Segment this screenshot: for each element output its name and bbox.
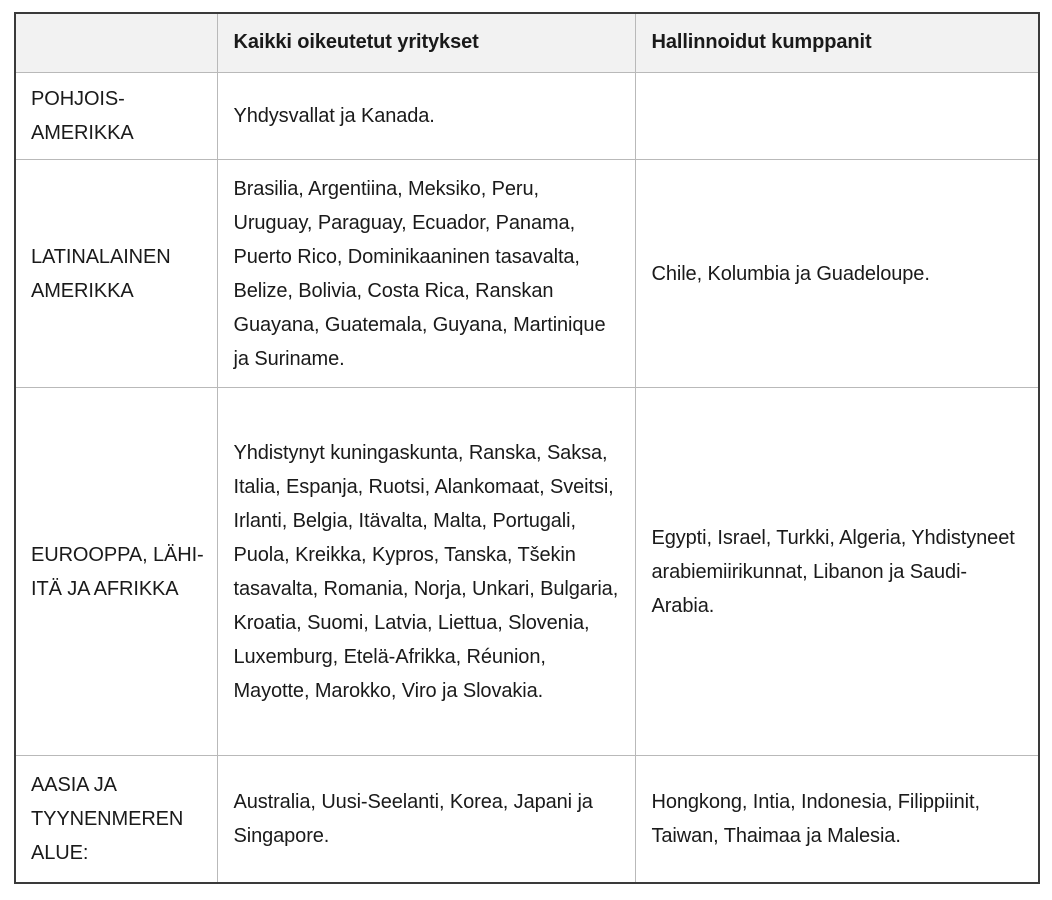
managed-partners-cell: Hongkong, Intia, Indonesia, Filippiinit, Taiwan, Thaimaa ja Malesia.	[635, 756, 1039, 883]
header-all-eligible: Kaikki oikeutetut yritykset	[217, 13, 635, 73]
table-row	[15, 388, 1039, 756]
table-row	[15, 756, 1039, 883]
region-cell: LATINALAINEN AMERIKKA	[15, 160, 217, 388]
table-header-row	[15, 13, 1039, 73]
managed-partners-cell	[635, 73, 1039, 160]
eligibility-table-container	[14, 12, 1040, 884]
all-eligible-cell: Yhdistynyt kuningaskunta, Ranska, Saksa, Italia, Espanja, Ruotsi, Alankomaat, Sveitsi, Irlanti, Belgia, Itävalta, Malta, Portugali, Puola, Kreikka, Kypros, Tanska, Tšekin tasavalta, Romania, Norja, Unkari, Bulgaria, Kroatia, Suomi, Latvia, Liettua, Slovenia, Luxemburg, Etelä-Afrikka, Réunion, Mayotte, Marokko, Viro ja Slovakia.	[217, 388, 635, 756]
table-row	[15, 160, 1039, 388]
region-cell: AASIA JA TYYNENMEREN ALUE:	[15, 756, 217, 883]
header-region	[15, 13, 217, 73]
all-eligible-cell: Brasilia, Argentiina, Meksiko, Peru, Uruguay, Paraguay, Ecuador, Panama, Puerto Rico, Dominikaaninen tasavalta, Belize, Bolivia, Costa Rica, Ranskan Guayana, Guatemala, Guyana, Martinique ja Suriname.	[217, 160, 635, 388]
managed-partners-cell: Egypti, Israel, Turkki, Algeria, Yhdistyneet arabiemiirikunnat, Libanon ja Saudi-Arabia.	[635, 388, 1039, 756]
region-cell: POHJOIS-AMERIKKA	[15, 73, 217, 160]
eligibility-table	[14, 12, 1040, 884]
managed-partners-cell: Chile, Kolumbia ja Guadeloupe.	[635, 160, 1039, 388]
table-row	[15, 73, 1039, 160]
header-managed-partners: Hallinnoidut kumppanit	[635, 13, 1039, 73]
region-cell: EUROOPPA, LÄHI-ITÄ JA AFRIKKA	[15, 388, 217, 756]
all-eligible-cell: Australia, Uusi-Seelanti, Korea, Japani ja Singapore.	[217, 756, 635, 883]
all-eligible-cell: Yhdysvallat ja Kanada.	[217, 73, 635, 160]
